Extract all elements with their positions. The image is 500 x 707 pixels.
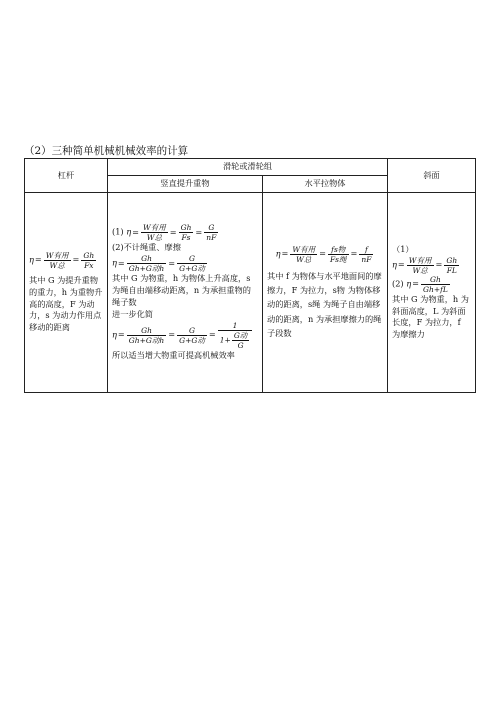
incline-description: 其中 G 为物重，h 为斜面高度，L 为斜面长度，F 为拉力，f 为摩擦力 [392,293,469,340]
vertical-formula-2: η= $\frac{Gh}{\text{Gh+G动h}}$ = $\frac{G}{\text{G+G动}}$ [112,254,205,274]
incline-formula-1: η= $\frac{\text{W有用}}{\text{W总}}$ = $\frac{Gh}{FL}$ [392,255,458,275]
horizontal-cell [263,193,388,393]
lever-formula: η= $\frac{\text{W有用}}{\text{W总}}$ = $\frac{Gh}{Fx}$ [29,250,95,270]
vertical-condition: (2)不计绳重、摩擦 [112,242,181,253]
lever-description: 其中 G 为提升重物的重力，h 为重物升高的高度，F 为动力，s 为动力作用点移动的距离 [29,274,103,333]
vertical-formula-3: η= $\frac{Gh}{\text{Gh+G动h}}$ = $\frac{G}{\text{G+G动}}$ = 1 1+ $\frac{\text{G动}}{G}$ [112,321,258,350]
lever-cell [25,193,108,393]
header-horizontal: 水平拉物体 [263,176,388,193]
vertical-conclusion: 所以适当增大物重可提高机械效率 [112,349,235,360]
section-title: （2）三种简单机械机械效率的计算 [24,145,189,157]
vertical-further: 进一步化简 [112,308,153,319]
incline-cell [388,193,476,393]
incline-label-1: （1） [392,243,414,254]
header-lever: 杠杆 [25,159,108,193]
horizontal-formula: η= $\frac{\text{W有用}}{\text{W总}}$ = $\frac{\text{fs物}}{\text{Fs绳}}$ = $\frac{f}{nF}$ [275,244,372,264]
incline-formula-2: (2) η= $\frac{Gh}{Gh+fL}$ [392,274,448,294]
efficiency-table [24,158,476,393]
vertical-formula-1: (1) η= $\frac{\text{W有用}}{\text{W总}}$ = $\frac{Gh}{Fs}$ = $\frac{G}{nF}$ [112,223,217,243]
header-incline: 斜面 [388,159,476,193]
vertical-cell [108,193,263,393]
header-pulley: 滑轮或滑轮组 [108,159,388,176]
horizontal-description: 其中 f 为物体与水平地面间的摩擦力，F 为拉力，s物 为物体移动的距离，s绳 为绳子自由端移动的距离，n 为承担摩擦力的绳子段数 [267,270,382,339]
header-vertical: 竖直提升重物 [108,176,263,193]
vertical-description: 其中 G 为物重，h 为物体上升高度，s 为绳自由端移动距离，n 为承担重物的绳子数 [112,273,251,307]
